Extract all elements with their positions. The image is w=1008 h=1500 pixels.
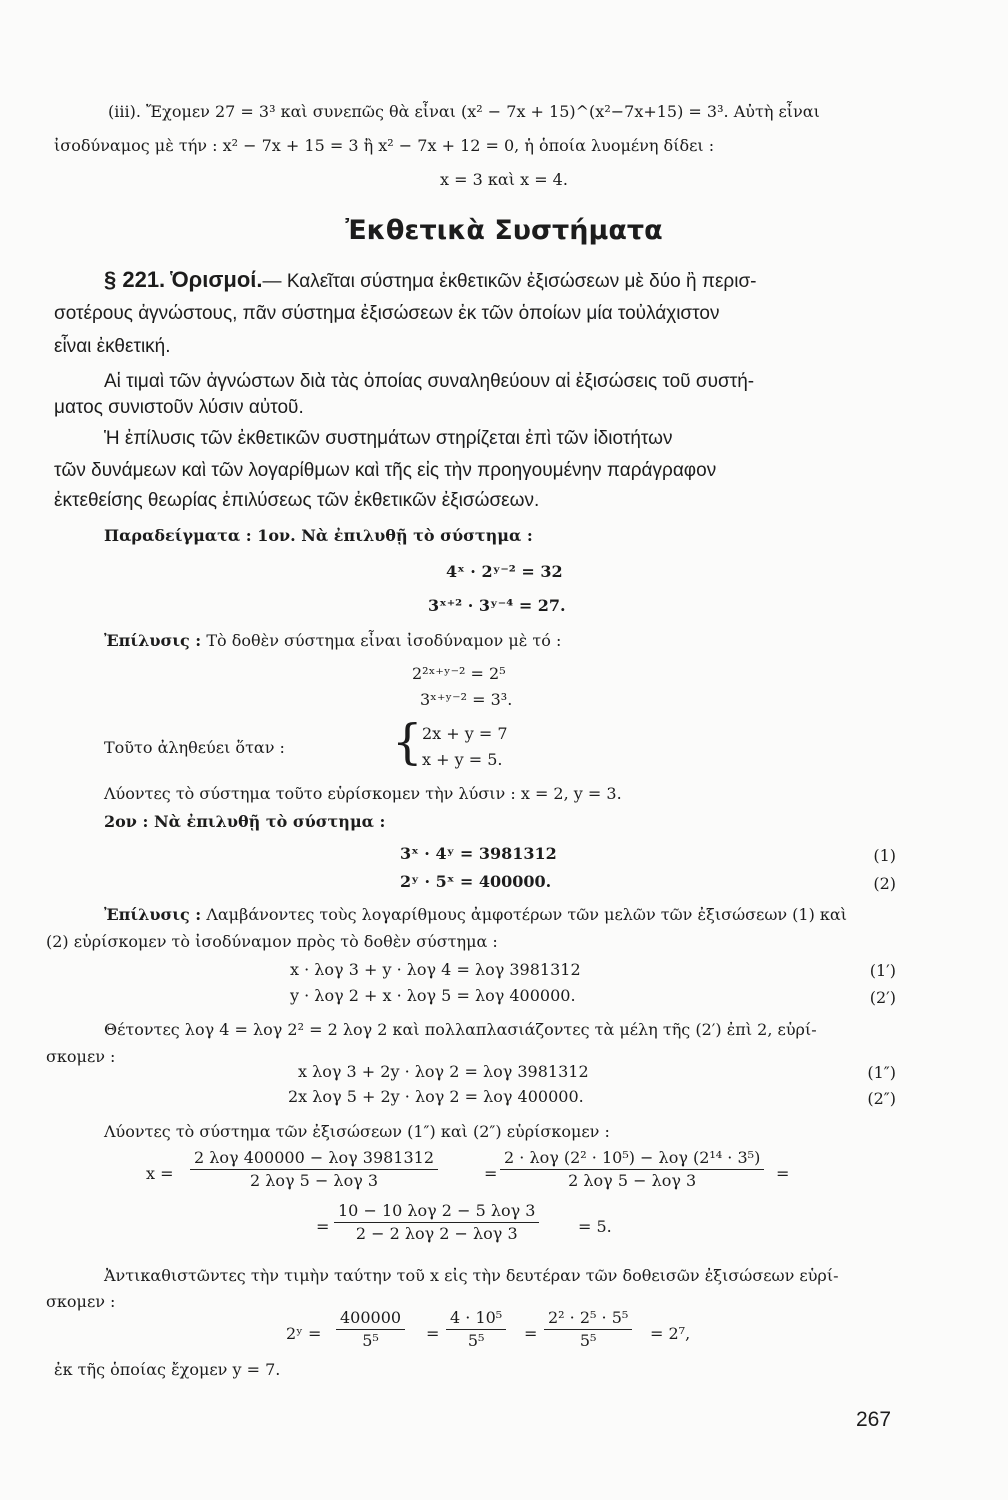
section-heading: Ἐκθετικὰ Συστήματα: [345, 215, 663, 246]
ex2-solution-line-2: (2) εὑρίσκομεν τὸ ἰσοδύναμον πρὸς τὸ δοθὲν σύστημα :: [46, 932, 498, 951]
intro-line-1: (iii). Ἔχομεν 27 = 3³ καὶ συνεπῶς θὰ εἶναι (x² − 7x + 15)^(x²−7x+15) = 3³. Αὐτὴ εἶναι: [108, 102, 820, 121]
g-equals-2: =: [524, 1324, 538, 1343]
ex1-true-when: Τοῦτο ἀληθεύει ὅταν :: [104, 738, 285, 757]
para2-line-1: Αἱ τιμαὶ τῶν ἀγνώστων διὰ τὰς ὁποίας συναληθεύουν αἱ ἐξισώσεις τοῦ συστή-: [104, 371, 755, 392]
g-fraction-2-denominator: 5⁵: [467, 1331, 485, 1350]
ex1-equation-4: 3ˣ⁺ʸ⁻² = 3³.: [420, 690, 513, 709]
ex2-solving-line: Λύοντες τὸ σύστημα τῶν ἐξισώσεων (1″) καὶ (2″) εὑρίσκομεν :: [104, 1122, 610, 1141]
fraction-3-numerator: 10 − 10 λογ 2 − 5 λογ 3: [334, 1201, 539, 1223]
ex2-tag-1: (1): [873, 846, 896, 865]
ex1-solution-label: Ἐπίλυσις :: [104, 631, 202, 650]
final-line: ἐκ τῆς ὁποίας ἔχομεν y = 7.: [54, 1360, 281, 1379]
ex1-system-eq-1: 2x + y = 7: [422, 724, 508, 743]
ex1-equation-2: 3ˣ⁺² · 3ʸ⁻⁴ = 27.: [428, 596, 566, 615]
equals-sign-3: =: [316, 1217, 330, 1236]
equals-sign-2: =: [776, 1164, 790, 1183]
fraction-3-denominator: 2 − 2 λογ 2 − λογ 3: [355, 1224, 518, 1243]
ex2-equation-1: 3ˣ · 4ʸ = 3981312: [400, 844, 557, 863]
fraction-2: [500, 1148, 764, 1191]
ex2-log-eq-3: x λογ 3 + 2y · λογ 2 = λογ 3981312: [298, 1062, 589, 1081]
section-221-line-1: [104, 268, 757, 294]
g-fraction-1-denominator: 5⁵: [362, 1331, 379, 1350]
ex1-solution-line: [104, 631, 561, 651]
ex2-setting-line-1: Θέτοντες λογ 4 = λογ 2² = 2 λογ 2 καὶ πολλαπλασιάζοντες τὰ μέλη τῆς (2′) ἐπὶ 2, εὑρί-: [104, 1020, 817, 1039]
section-line-2: σοτέρους ἀγνώστους, πᾶν σύστημα ἐξισώσεων ἐκ τῶν ὁποίων μία τοὐλάχιστον: [54, 303, 720, 324]
g-equals-1: =: [426, 1324, 440, 1343]
page-number: 267: [856, 1408, 892, 1431]
g-result: = 2⁷,: [650, 1324, 691, 1343]
ex2-tag-2pp: (2″): [867, 1089, 896, 1108]
para2-line-2: ματος συνιστοῦν λύσιν αὐτοῦ.: [54, 397, 304, 418]
ex2-log-eq-1: x · λογ 3 + y · λογ 4 = λογ 3981312: [290, 960, 581, 979]
section-text-1: — Καλεῖται σύστημα ἐκθετικῶν ἐξισώσεων μὲ δύο ἢ περισ-: [262, 271, 757, 292]
two-power-y: 2ʸ =: [286, 1324, 322, 1343]
section-number: § 221.: [104, 267, 166, 292]
ex1-equation-1: 4ˣ · 2ʸ⁻² = 32: [446, 562, 563, 581]
para3-line-2: τῶν δυνάμεων καὶ τῶν λογαρίθμων καὶ τῆς εἰς τὴν προηγουμένην παράγραφον: [54, 460, 717, 481]
g-fraction-3: [544, 1308, 632, 1351]
fraction-2-numerator: 2 · λογ (2² · 10⁵) − λογ (2¹⁴ · 3⁵): [500, 1148, 764, 1170]
ex2-solution-line-1: [104, 905, 847, 925]
ex2-log-eq-2: y · λογ 2 + x · λογ 5 = λογ 400000.: [290, 986, 576, 1005]
fraction-1-denominator: 2 λογ 5 − λογ 3: [249, 1171, 379, 1190]
ex1-system-eq-2: x + y = 5.: [422, 750, 503, 769]
ex2-log-eq-4: 2x λογ 5 + 2y · λογ 2 = λογ 400000.: [288, 1087, 584, 1106]
ex1-solution-text: Τὸ δοθὲν σύστημα εἶναι ἰσοδύναμον μὲ τό :: [206, 631, 562, 650]
substitute-line-1: Ἀντικαθιστῶντες τὴν τιμὴν ταύτην τοῦ x εἰς τὴν δευτέραν τῶν δοθεισῶν ἐξισώσεων εὑρί-: [104, 1266, 839, 1285]
intro-line-3: x = 3 καὶ x = 4.: [440, 170, 568, 189]
ex2-equation-2: 2ʸ · 5ˣ = 400000.: [400, 872, 552, 891]
ex1-answer: Λύοντες τὸ σύστημα τοῦτο εὑρίσκομεν τὴν λύσιν : x = 2, y = 3.: [104, 784, 622, 803]
para3-line-3: ἐκτεθείσης θεωρίας ἐπιλύσεως τῶν ἐκθετικῶν ἐξισώσεων.: [54, 490, 540, 511]
ex2-solution-text-1: Λαμβάνοντες τοὺς λογαρίθμους ἀμφοτέρων τῶν μελῶν τῶν ἐξισώσεων (1) καὶ: [206, 905, 848, 924]
g-fraction-2-numerator: 4 · 10⁵: [446, 1308, 506, 1330]
system-brace: {: [392, 714, 423, 770]
ex2-solution-label: Ἐπίλυσις :: [104, 905, 202, 924]
x-equals: x =: [146, 1164, 174, 1183]
ex2-setting-line-2: σκομεν :: [46, 1047, 116, 1066]
fraction-3: [334, 1201, 539, 1244]
g-fraction-1: [336, 1308, 405, 1351]
para3-line-1: Ἡ ἐπίλυσις τῶν ἐκθετικῶν συστημάτων στηρίζεται ἐπὶ τῶν ἰδιοτήτων: [104, 428, 673, 449]
intro-line-2: ἰσοδύναμος μὲ τήν : x² − 7x + 15 = 3 ἢ x² − 7x + 12 = 0, ἡ ὁποία λυομένη δίδει :: [54, 136, 715, 155]
g-fraction-3-numerator: 2² · 2⁵ · 5⁵: [544, 1308, 632, 1330]
fraction-1: [190, 1148, 438, 1191]
section-title: Ὁρισμοί.: [170, 267, 263, 292]
ex2-tag-2p: (2′): [869, 988, 896, 1007]
ex2-tag-1pp: (1″): [867, 1063, 896, 1082]
g-fraction-2: [446, 1308, 506, 1351]
section-line-3: εἶναι ἐκθετική.: [54, 336, 171, 357]
fraction-1-numerator: 2 λογ 400000 − λογ 3981312: [190, 1148, 438, 1170]
ex1-equation-3: 2²ˣ⁺ʸ⁻² = 2⁵: [412, 664, 506, 683]
fraction-2-denominator: 2 λογ 5 − λογ 3: [568, 1171, 697, 1190]
ex2-tag-2: (2): [873, 874, 896, 893]
fraction-3-result: = 5.: [578, 1217, 612, 1236]
ex2-tag-1p: (1′): [869, 961, 896, 980]
substitute-line-2: σκομεν :: [46, 1292, 116, 1311]
g-fraction-3-denominator: 5⁵: [579, 1331, 597, 1350]
example-2-title: 2ον : Νὰ ἐπιλυθῇ τὸ σύστημα :: [104, 812, 386, 831]
example-1-title: Παραδείγματα : 1ον. Νὰ ἐπιλυθῇ τὸ σύστημα :: [104, 526, 533, 545]
g-fraction-1-numerator: 400000: [336, 1308, 405, 1330]
equals-sign-1: =: [484, 1164, 498, 1183]
